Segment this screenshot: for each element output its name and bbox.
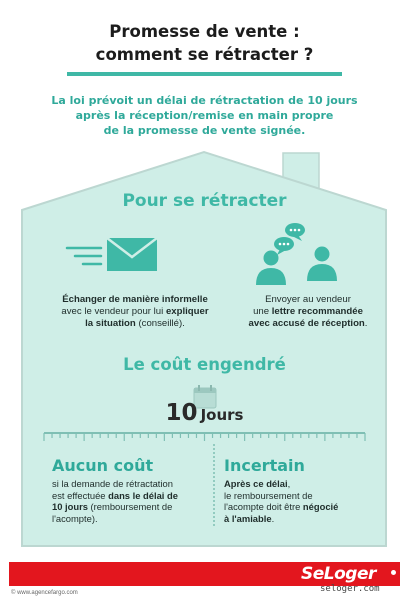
logo-dot [391,570,396,575]
no-cost-text: si la demande de rétractation est effectuée dans le délai de 10 jours (remboursement de l'acompte). [52,478,178,524]
uncertain-text: Après ce délai, le remboursement de l'acompte doit être négocié à l'amiable. [224,478,339,524]
seloger-logo[interactable]: SeLoger [301,564,376,584]
intro-line-1: La loi prévoit un délai de rétractation de 10 jours [51,94,358,107]
days-number: 10 [165,400,198,426]
informal-exchange-text: Échanger de manière informelle avec le vendeur pour lui expliquer la situation (conseillé). [61,294,209,329]
section-title-retracter: Pour se rétracter [122,191,287,211]
watermark: seloger.com [320,584,380,594]
section-title-cout: Le coût engendré [123,355,286,374]
registered-letter-text: Envoyer au vendeur une lettre recommandée avec accusé de réception. [248,294,368,329]
intro-line-3: de la promesse de vente signée. [103,124,306,137]
intro-line-2: après la réception/remise en main propre [75,109,334,122]
days-label [0,400,409,426]
title-line-1: Promesse de vente : [109,22,300,41]
title-line-2: comment se rétracter ? [95,45,314,64]
no-cost-heading: Aucun coût [52,456,154,475]
agency-credit: © www.agencefargo.com [11,590,78,596]
uncertain-heading: Incertain [224,456,305,475]
days-unit: Jours [200,406,244,424]
